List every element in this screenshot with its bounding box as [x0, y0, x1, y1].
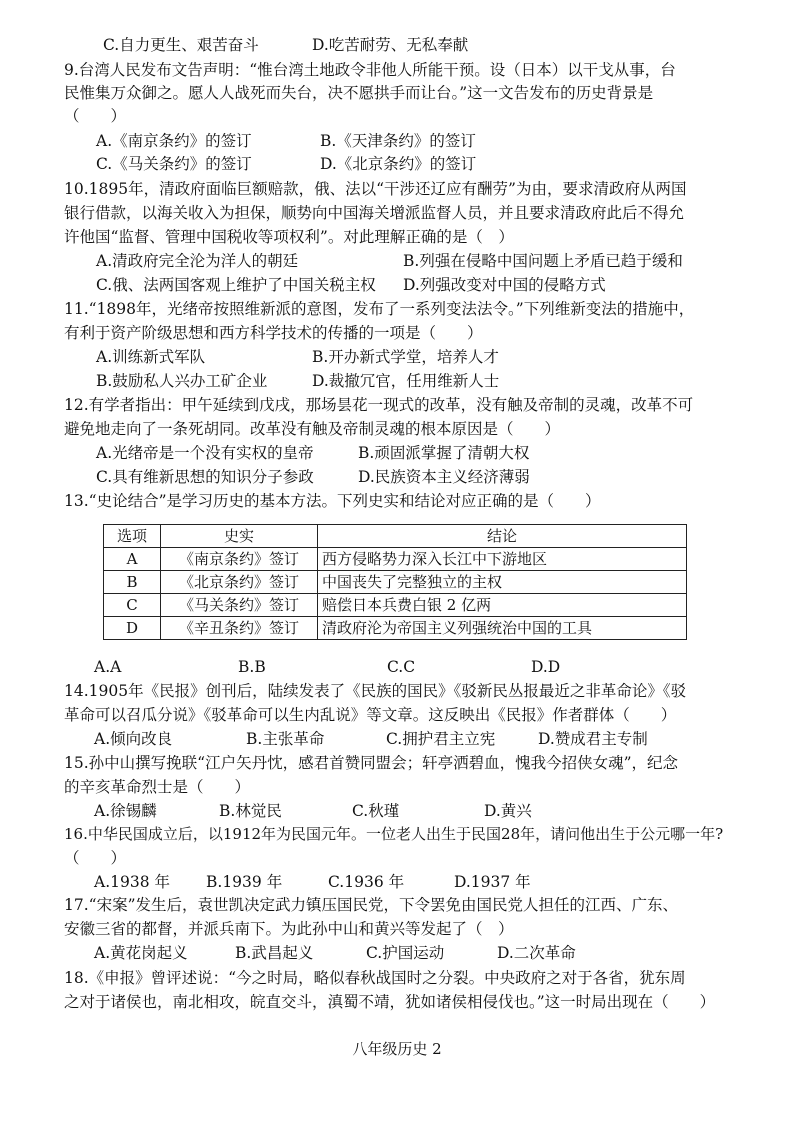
option-d: D.D — [531, 658, 561, 676]
table-row — [104, 617, 687, 640]
option-c: C.俄、法两国客观上维护了中国关税主权 — [96, 276, 376, 294]
option-b: B.主张革命 — [246, 730, 325, 748]
table-cell: 《南京条约》签订 — [161, 548, 318, 571]
option-d: D.民族资本主义经济薄弱 — [358, 468, 530, 486]
question-text-line: 14.1905年《民报》创刊后，陆续发表了《民族的国民》《驳新民丛报最近之非革命论》《驳 — [64, 682, 687, 700]
table-cell: 《辛丑条约》签订 — [161, 617, 318, 640]
table-header-cell: 选项 — [104, 525, 161, 548]
option-a: A.倾向改良 — [94, 730, 173, 748]
option-c: C.具有维新思想的知识分子参政 — [96, 468, 314, 486]
table-row — [104, 548, 687, 571]
option-c: C.《马关条约》的签订 — [96, 155, 252, 173]
question-text-line: 15.孙中山撰写挽联“江户矢丹忱，感君首赞同盟会；轩亭洒碧血，愧我今招侠女魂”，纪念 — [64, 754, 679, 772]
question-text-line: 有利于资产阶级思想和西方科学技术的传播的一项是（ ） — [64, 324, 483, 342]
option-a: A.黄花岗起义 — [94, 944, 188, 962]
question-text-line: 16.中华民国成立后，以1912年为民国元年。一位老人出生于民国28年，请问他出生于公元哪一年? — [64, 825, 724, 843]
option-d: D.1937 年 — [454, 873, 531, 891]
table-cell: C — [104, 594, 161, 617]
option-b: B.开办新式学堂，培养人才 — [312, 348, 499, 366]
option-d: D.裁撤冗官，任用维新人士 — [312, 372, 500, 390]
table-cell: A — [104, 548, 161, 571]
table-cell: B — [104, 571, 161, 594]
option-a: A.《南京条约》的签订 — [96, 132, 252, 150]
option-a: A.A — [94, 658, 122, 676]
question-text-line: 之对于诸侯也，南北相攻，皖直交斗，滇蜀不靖，犹如诸侯相侵伐也。”这一时局出现在（ ） — [64, 993, 716, 1011]
table-header-cell: 史实 — [161, 525, 318, 548]
option-a: A.光绪帝是一个没有实权的皇帝 — [96, 444, 314, 462]
option-b: B.B — [238, 658, 266, 676]
option-d: D.赞成君主专制 — [538, 730, 648, 748]
table-cell: 清政府沦为帝国主义列强统治中国的工具 — [318, 617, 687, 640]
option-c: C.护国运动 — [366, 944, 445, 962]
question-text-line: 17.“宋案”发生后，袁世凯决定武力镇压国民党，下令罢免由国民党人担任的江西、广东、 — [64, 896, 679, 914]
table-cell: 《北京条约》签订 — [161, 571, 318, 594]
history-conclusion-table — [103, 524, 687, 640]
page-footer: 八年级历史 2 — [352, 1040, 442, 1058]
question-text-line: （ ） — [64, 107, 127, 125]
table-cell: 《马关条约》签订 — [161, 594, 318, 617]
option-c: C.秋瑾 — [352, 802, 400, 820]
option-d: D.黄兴 — [484, 802, 532, 820]
table-row — [104, 594, 687, 617]
option-b: B.1939 年 — [206, 873, 283, 891]
option-d: D.吃苦耐劳、无私奉献 — [312, 36, 469, 54]
question-text-line: 10.1895年，清政府面临巨额赔款，俄、法以“干涉还辽应有酬劳”为由，要求清政府从两国 — [64, 180, 687, 198]
question-text-line: 安徽三省的都督，并派兵南下。为此孙中山和黄兴等发起了（ ） — [64, 920, 514, 938]
table-cell: 西方侵略势力深入长江中下游地区 — [318, 548, 687, 571]
option-b: B.顽固派掌握了清朝大权 — [358, 444, 530, 462]
option-b: B.武昌起义 — [235, 944, 314, 962]
table-cell: D — [104, 617, 161, 640]
option-c: C.1936 年 — [328, 873, 405, 891]
option-c: C.拥护君主立宪 — [386, 730, 496, 748]
question-text-line: 12.有学者指出：甲午延续到戊戌，那场昙花一现式的改革，没有触及帝制的灵魂，改革不可 — [64, 396, 694, 414]
option-a: A.徐锡麟 — [94, 802, 157, 820]
option-d: D.《北京条约》的签订 — [320, 155, 477, 173]
option-b: B.列强在侵略中国问题上矛盾已趋于缓和 — [403, 252, 683, 270]
option-c: C.自力更生、艰苦奋斗 — [103, 36, 259, 54]
question-text-line: 9.台湾人民发布文告声明：“惟台湾土地政令非他人所能干预。设（日本）以干戈从事，台 — [64, 61, 676, 79]
question-text-line: 避免地走向了一条死胡同。改革没有触及帝制灵魂的根本原因是（ ） — [64, 420, 561, 438]
question-text-line: 的辛亥革命烈士是（ ） — [64, 778, 251, 796]
option-c: B.鼓励私人兴办工矿企业 — [96, 372, 268, 390]
option-a: A.训练新式军队 — [96, 348, 206, 366]
question-text-line: （ ） — [64, 849, 127, 867]
table-header-row — [104, 525, 687, 548]
question-text-line: 许他国“监督、管理中国税收等项权利”。对此理解正确的是（ ） — [64, 228, 514, 246]
option-a: A.清政府完全沦为洋人的朝廷 — [96, 252, 299, 270]
option-a: A.1938 年 — [94, 873, 170, 891]
option-b: B.林觉民 — [219, 802, 282, 820]
option-d: D.二次革命 — [497, 944, 576, 962]
question-text-line: 银行借款，以海关收入为担保，顺势向中国海关增派监督人员，并且要求清政府此后不得允 — [64, 204, 685, 222]
option-c: C.C — [387, 658, 416, 676]
table-header-cell: 结论 — [318, 525, 687, 548]
question-text-line: 11.“1898年，光绪帝按照维新派的意图，发布了一系列变法法令。”下列维新变法的措施中， — [64, 300, 695, 318]
question-text-line: 民惟集万众御之。愿人人战死而失台，决不愿拱手而让台。”这一文告发布的历史背景是 — [64, 84, 654, 102]
option-d: D.列强改变对中国的侵略方式 — [403, 276, 606, 294]
question-text-line: 13.“史论结合”是学习历史的基本方法。下列史实和结论对应正确的是（ ） — [64, 492, 601, 510]
question-text-line: 革命可以召瓜分说》《驳革命可以生内乱说》等文章。这反映出《民报》作者群体（ ） — [64, 706, 677, 724]
table-cell: 中国丧失了完整独立的主权 — [318, 571, 687, 594]
table-cell: 赔偿日本兵费白银 2 亿两 — [318, 594, 687, 617]
option-b: B.《天津条约》的签订 — [320, 132, 476, 150]
table-row — [104, 571, 687, 594]
question-text-line: 18.《申报》曾评述说：“今之时局，略似春秋战国时之分裂。中央政府之对于各省，犹东周 — [64, 969, 686, 987]
